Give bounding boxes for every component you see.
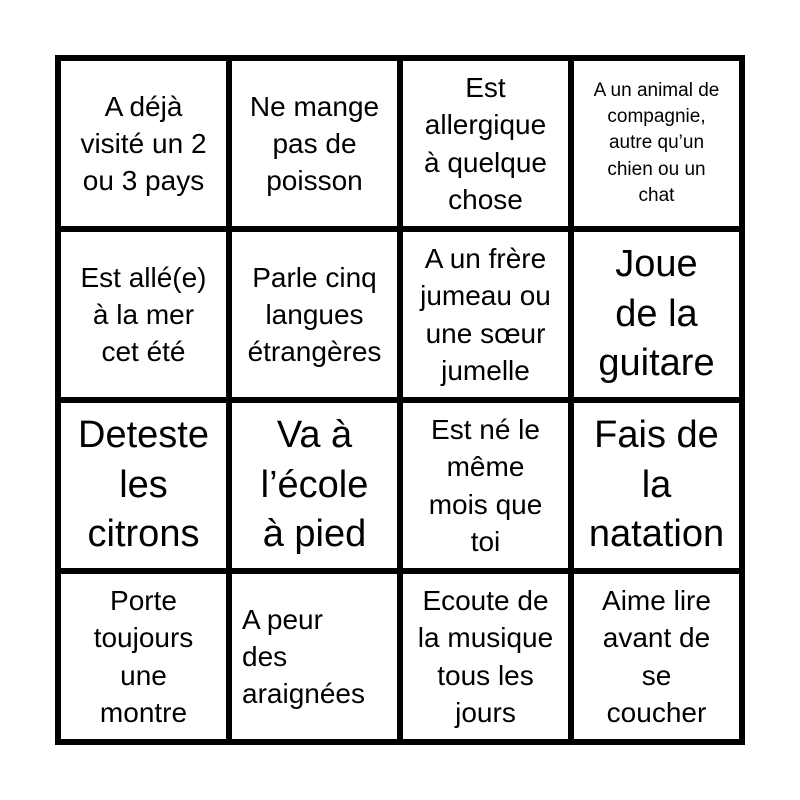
bingo-cell[interactable] bbox=[400, 400, 571, 571]
bingo-cell[interactable] bbox=[229, 400, 400, 571]
bingo-cell-text: A un animal de compagnie, autre qu’un chien ou un chat bbox=[593, 79, 720, 206]
bingo-cell-text: Est allé(e) à la mer cet été bbox=[80, 261, 207, 368]
bingo-cell[interactable] bbox=[571, 229, 742, 400]
bingo-cell[interactable] bbox=[58, 571, 229, 742]
bingo-cell[interactable] bbox=[58, 400, 229, 571]
bingo-cell[interactable] bbox=[229, 229, 400, 400]
bingo-cell-text: Va à l’école à pied bbox=[260, 413, 369, 556]
bingo-cell[interactable] bbox=[571, 58, 742, 229]
bingo-cell-text: A déjà visité un 2 ou 3 pays bbox=[80, 90, 207, 197]
bingo-board bbox=[55, 55, 745, 745]
bingo-cell-text: Ecoute de la musique tous les jours bbox=[417, 585, 554, 728]
bingo-cell-text: Deteste les citrons bbox=[78, 413, 209, 556]
bingo-cell[interactable] bbox=[229, 571, 400, 742]
bingo-cell[interactable] bbox=[229, 58, 400, 229]
bingo-cell[interactable] bbox=[400, 229, 571, 400]
bingo-cell[interactable] bbox=[571, 400, 742, 571]
bingo-cell-text: Ne mange pas de poisson bbox=[249, 90, 380, 197]
bingo-cell-text: Joue de la guitare bbox=[598, 242, 715, 385]
bingo-cell-text: Est allergique à quelque chose bbox=[423, 72, 547, 215]
bingo-cell-text: A peur des araignées bbox=[242, 603, 365, 710]
bingo-cell-text: Fais de la natation bbox=[588, 413, 725, 556]
bingo-cell-text: Porte toujours une montre bbox=[93, 585, 194, 728]
bingo-cell[interactable] bbox=[58, 58, 229, 229]
bingo-cell-text: Est né le même mois que toi bbox=[428, 414, 543, 557]
bingo-cell[interactable] bbox=[400, 571, 571, 742]
bingo-cell[interactable] bbox=[571, 571, 742, 742]
bingo-cell[interactable] bbox=[58, 229, 229, 400]
bingo-cell-text: Aime lire avant de se coucher bbox=[602, 585, 711, 728]
bingo-cell-text: Parle cinq langues étrangères bbox=[247, 261, 382, 368]
bingo-cell[interactable] bbox=[400, 58, 571, 229]
bingo-cell-text: A un frère jumeau ou une sœur jumelle bbox=[420, 243, 551, 386]
